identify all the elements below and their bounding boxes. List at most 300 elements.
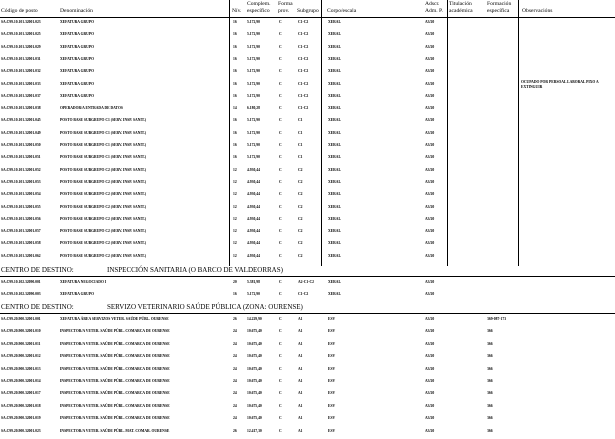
centro-destino-1 [0,266,615,275]
denominacion-cell: POSTO BASE SUBGRUPO C2 (SERV. INSP. SANIT.) [60,204,147,209]
subgrupo-cell: A1 [298,416,303,421]
corpo-cell: XERAL [328,292,341,296]
adscr-cell: A3/20 [425,428,435,433]
code-cell: SA.C99.20.900.32001.001 [1,317,41,321]
denominacion-cell: POSTO BASE SUBGRUPO C1 (SERV. INSP. SANIT.) [60,155,147,160]
adscr-cell: A3/20 [425,379,435,383]
nivel-cell: 24 [233,354,237,359]
code-cell: SA.C99.10.101.32001.029 [1,44,41,49]
header-complem: Complem. [247,1,271,7]
header-adm: Adm. P. [425,8,443,14]
code-cell: SA.C99.20.900.32001.013 [1,366,41,371]
table-row [0,143,615,149]
subgrupo-cell: A1 [298,428,303,433]
adscr-cell: A3/20 [425,93,435,98]
code-cell: SA.C99.10.101.32001.056 [1,216,41,221]
table-row [0,416,615,422]
table-row [0,32,615,38]
denominacion-cell: INSPECTOR/A VETER. SAÚDE PÚBL. COMARCA DE OURENSE [60,366,170,371]
complemento-cell: 5.172,90 [247,143,260,147]
corpo-cell: XERAL [328,204,341,209]
forma-cell: C [279,69,282,74]
adscr-cell: A3/20 [425,167,435,172]
denominacion-cell: INSPECTOR/A VETER. SAÚDE PÚBL. COMARCA DE OURENSE [60,391,170,396]
centro-name: SERVIZO VETERINARIO SAÚDE PÚBLICA (ZONA: OURENSE) [107,303,303,311]
forma-cell: C [279,130,282,135]
nivel-cell: 16 [233,143,237,147]
denominacion-cell: POSTO BASE SUBGRUPO C2 (SERV. INSP. SANIT.) [60,167,147,172]
header-codigo: Código de posto [1,8,38,14]
code-cell: SA.C99.20.900.32001.023 [1,428,41,433]
adscr-cell: A3/20 [425,20,435,24]
denominacion-cell: POSTO BASE SUBGRUPO C1 (SERV. INSP. SANIT.) [60,118,147,123]
code-cell: SA.C99.20.900.32001.019 [1,416,41,421]
subgrupo-cell: C1-C2 [298,93,309,98]
subgrupo-cell: C1-C2 [298,292,309,296]
column-rule [321,0,322,266]
nivel-cell: 12 [233,216,237,221]
subgrupo-cell: C2 [298,167,303,172]
denominacion-cell: XEFATURA GRUPO [60,44,94,49]
table-row [0,379,615,385]
forma-cell: C [279,317,282,321]
subgrupo-cell: C2 [298,204,303,209]
nivel-cell: 16 [233,292,237,296]
forma-cell: C [279,192,282,197]
formacion-cell: 366 [487,403,493,408]
forma-cell: C [279,391,282,396]
nivel-cell: 16 [233,20,237,24]
nivel-cell: 12 [233,229,237,234]
table-row [0,57,615,63]
subgrupo-cell: C2 [298,253,303,258]
nivel-cell: 12 [233,192,237,197]
forma-cell: C [279,179,282,184]
table-row [0,168,615,174]
complemento-cell: 5.172,90 [247,130,260,135]
formacion-cell: 366 [487,391,493,396]
denominacion-cell: INSPECTOR/A VETER. SAÚDE PÚBL. COMARCA DE OURENSE [60,379,170,383]
complemento-cell: 4.930,44 [247,253,260,258]
subgrupo-cell: C1-C2 [298,56,309,61]
denominacion-cell: XEFATURA GRUPO [60,20,94,24]
code-cell: SA.C99.10.101.32001.055 [1,204,41,209]
subgrupo-cell: C1 [298,130,303,135]
subgrupo-cell: C1-C2 [298,20,309,24]
corpo-cell: XERAL [328,32,341,37]
header-denominacion: Denominación [60,8,93,14]
table-row [0,229,615,235]
centro-1-divider [0,276,615,277]
header-forma: Forma [278,1,293,7]
adscr-cell: A3/20 [425,81,435,86]
forma-cell: C [279,216,282,221]
nivel-cell: 24 [233,403,237,408]
subgrupo-cell: A1 [298,379,303,383]
denominacion-cell: POSTO BASE SUBGRUPO C2 (SERV. INSP. SANIT.) [60,229,147,234]
denominacion-cell: POSTO BASE SUBGRUPO C2 (SERV. INSP. SANIT.) [60,241,147,246]
table-row [0,241,615,247]
nivel-cell: 12 [233,204,237,209]
denominacion-cell: XEFATURA GRUPO [60,32,94,37]
adscr-cell: A3/20 [425,317,435,321]
forma-cell: C [279,20,282,24]
complemento-cell: 5.172,90 [247,20,260,24]
denominacion-cell: INSPECTOR/A VETER. SAÚDE PÚBL. COMARCA DE OURENSE [60,403,170,408]
forma-cell: C [279,32,282,37]
subgrupo-cell: C1-C2 [298,69,309,74]
header-subgrupo: Subgrupo [297,8,319,14]
code-cell: SA.C99.10.102.32090.001 [1,280,41,284]
denominacion-cell: POSTO BASE SUBGRUPO C2 (SERV. INSP. SANIT.) [60,216,147,221]
complemento-cell: 10.675,40 [247,379,262,383]
nivel-cell: 16 [233,93,237,98]
nivel-cell: 16 [233,32,237,37]
table-row [0,180,615,186]
complemento-cell: 5.381,98 [247,280,260,284]
column-rule [447,0,448,266]
denominacion-cell: POSTO BASE SUBGRUPO C1 (SERV. INSP. SANIT.) [60,143,147,147]
adscr-cell: A3/20 [425,69,435,74]
code-cell: SA.C99.10.102.32090.003 [1,292,41,296]
nivel-cell: 16 [233,44,237,49]
subgrupo-cell: A2-C1-C2 [298,280,314,284]
forma-cell: C [279,56,282,61]
complemento-cell: 4.930,44 [247,179,260,184]
corpo-cell: XERAL [328,253,341,258]
complemento-cell: 10.675,40 [247,329,262,334]
table-row [0,429,615,435]
subgrupo-cell: C2 [298,241,303,246]
header-formacion: Formación [487,1,512,7]
complemento-cell: 5.172,90 [247,155,260,160]
code-cell: SA.C99.10.101.32001.051 [1,155,41,160]
header-especifica: específica [487,8,510,14]
table-row [0,205,615,211]
denominacion-cell: INSPECTOR/A VETER. SAÚDE PÚBL. COMARCA DE OURENSE [60,354,170,359]
formacion-cell: 366 [487,329,493,334]
subgrupo-cell: A1 [298,403,303,408]
forma-cell: C [279,44,282,49]
complemento-cell: 4.930,44 [247,241,260,246]
denominacion-cell: INSPECTOR/A VETER. SAÚDE PÚBL. COMARCA DE OURENSE [60,329,170,334]
adscr-cell: A3/20 [425,118,435,123]
header-especifico: específico [247,8,270,14]
adscr-cell: A3/20 [425,143,435,147]
nivel-cell: 16 [233,56,237,61]
code-cell: SA.C99.10.101.32001.058 [1,241,41,246]
table-row [0,106,615,112]
code-cell: SA.C99.20.900.32001.012 [1,354,41,359]
header-niv: Nív. [232,8,242,14]
corpo-cell: XERAL [328,93,341,98]
corpo-cell: ESV [328,379,336,383]
header-academica: académica [449,8,473,14]
complemento-cell: 4.930,44 [247,192,260,197]
corpo-cell: ESV [328,317,336,321]
code-cell: SA.C99.10.101.32001.049 [1,130,41,135]
forma-cell: C [279,229,282,234]
adscr-cell: A3/20 [425,130,435,135]
forma-cell: C [279,106,282,111]
forma-cell: C [279,379,282,383]
complemento-cell: 4.930,44 [247,204,260,209]
column-rule [518,0,519,266]
subgrupo-cell: C1-C2 [298,44,309,49]
table-row [0,367,615,373]
subgrupo-cell: A1 [298,391,303,396]
code-cell: SA.C99.20.900.32001.018 [1,403,41,408]
denominacion-cell: XEFATURA NEGOCIADO I [60,280,107,284]
denominacion-cell: XEFATURA GRUPO [60,292,94,296]
observation-note: OCUPADO POR PERSOAL LABORAL PIXO A EXTINGUIR [521,80,599,89]
forma-cell: C [279,204,282,209]
table-row [0,192,615,198]
header-prov: prov. [278,8,290,14]
corpo-cell: XERAL [328,241,341,246]
nivel-cell: 16 [233,69,237,74]
nivel-cell: 12 [233,253,237,258]
code-cell: SA.C99.10.101.32001.052 [1,167,41,172]
code-cell: SA.C99.10.101.32001.050 [1,143,41,147]
nivel-cell: 16 [233,155,237,160]
centro-2-divider [0,313,615,314]
complemento-cell: 14.229,90 [247,317,262,321]
table-row [0,131,615,137]
centro-label: CENTRO DE DESTINO: [1,266,74,274]
complemento-cell: 10.675,40 [247,341,262,346]
complemento-cell: 5.172,90 [247,69,260,74]
corpo-cell: ESV [328,416,336,421]
subgrupo-cell: C1 [298,155,303,160]
corpo-cell: ESV [328,329,336,334]
code-cell: SA.C99.10.101.32001.032 [1,69,41,74]
corpo-cell: XERAL [328,20,341,24]
denominacion-cell: POSTO BASE SUBGRUPO C2 (SERV. INSP. SANIT.) [60,253,147,258]
nivel-cell: 26 [233,317,237,321]
forma-cell: C [279,329,282,334]
complemento-cell: 5.172,90 [247,81,260,86]
code-cell: SA.C99.10.101.32001.053 [1,179,41,184]
denominacion-cell: INSPECTOR/A VETER. SAÚDE PÚBL. COMARCA DE OURENSE [60,341,170,346]
formacion-cell: 366 [487,416,493,421]
nivel-cell: 20 [233,280,237,284]
adscr-cell: A3/20 [425,32,435,37]
corpo-cell: ESV [328,366,336,371]
adscr-cell: A3/20 [425,155,435,160]
subgrupo-cell: C1-C2 [298,106,309,111]
adscr-cell: A3/20 [425,44,435,49]
formacion-cell: 366 [487,354,493,359]
adscr-cell: A3/20 [425,366,435,371]
nivel-cell: 24 [233,341,237,346]
table-row [0,342,615,348]
denominacion-cell: XEFATURA GRUPO [60,93,94,98]
adscr-cell: A3/20 [425,391,435,396]
adscr-cell: A3/20 [425,416,435,421]
header-adscr: Adscr. [425,1,440,7]
table-row [0,329,615,335]
adscr-cell: A3/20 [425,192,435,197]
nivel-cell: 24 [233,379,237,383]
nivel-cell: 16 [233,81,237,86]
complemento-cell: 10.675,40 [247,354,262,359]
table-row [0,118,615,124]
denominacion-cell: XEFATURA GRUPO [60,81,94,86]
code-cell: SA.C99.10.101.32001.054 [1,192,41,197]
adscr-cell: A3/20 [425,216,435,221]
complemento-cell: 10.675,40 [247,391,262,396]
corpo-cell: ESV [328,391,336,396]
corpo-cell: XERAL [328,167,341,172]
formacion-cell: 366 [487,379,493,383]
nivel-cell: 16 [233,118,237,123]
forma-cell: C [279,143,282,147]
forma-cell: C [279,118,282,123]
corpo-cell: XERAL [328,143,341,147]
corpo-cell: ESV [328,354,336,359]
adscr-cell: A3/20 [425,106,435,111]
complemento-cell: 10.675,40 [247,366,262,371]
corpo-cell: XERAL [328,229,341,234]
adscr-cell: A3/20 [425,280,435,284]
forma-cell: C [279,253,282,258]
adscr-cell: A3/20 [425,241,435,246]
centro-destino-2 [0,303,615,312]
table-row [0,45,615,51]
table-row [0,292,615,298]
subgrupo-cell: C2 [298,229,303,234]
denominacion-cell: INSPECTOR/A VETER. SAÚDE PÚBL. COMARCA DE OURENSE [60,416,170,421]
corpo-cell: ESV [328,428,336,433]
denominacion-cell: XEFATURA GRUPO [60,69,94,74]
adscr-cell: A3/20 [425,329,435,334]
corpo-cell: XERAL [328,155,341,160]
code-cell: SA.C99.20.900.32001.017 [1,391,41,396]
denominacion-cell: XEFATURA GRUPO [60,56,94,61]
nivel-cell: 12 [233,167,237,172]
corpo-cell: ESV [328,403,336,408]
subgrupo-cell: C1-C2 [298,81,309,86]
complemento-cell: 12.417,30 [247,428,262,433]
code-cell: SA.C99.10.101.32001.062 [1,253,41,258]
subgrupo-cell: C2 [298,179,303,184]
subgrupo-cell: A1 [298,354,303,359]
forma-cell: C [279,292,282,296]
nivel-cell: 24 [233,416,237,421]
adscr-cell: A3/20 [425,341,435,346]
complemento-cell: 5.172,90 [247,93,260,98]
table-row [0,404,615,410]
subgrupo-cell: C1 [298,118,303,123]
corpo-cell: XERAL [328,216,341,221]
table-row [0,94,615,100]
table-row [0,317,615,323]
forma-cell: C [279,241,282,246]
corpo-cell: XERAL [328,69,341,74]
complemento-cell: 4.930,44 [247,167,260,172]
column-rule [229,0,230,266]
forma-cell: C [279,366,282,371]
corpo-cell: XERAL [328,106,341,111]
subgrupo-cell: A1 [298,317,303,321]
nivel-cell: 24 [233,329,237,334]
forma-cell: C [279,354,282,359]
complemento-cell: 5.172,90 [247,32,260,37]
forma-cell: C [279,403,282,408]
nivel-cell: 26 [233,428,237,433]
centro-label: CENTRO DE DESTINO: [1,303,74,311]
denominacion-cell: INSPECTOR/A VETER. SAÚDE PÚBL. MAT. COMAR. OURENSE [60,428,170,433]
corpo-cell: ESV [328,341,336,346]
code-cell: SA.C99.10.101.32001.057 [1,229,41,234]
corpo-cell: XERAL [328,81,341,86]
table-row [0,280,615,286]
code-cell: SA.C99.20.900.32001.014 [1,379,41,383]
code-cell: SA.C99.10.101.32001.031 [1,56,41,61]
table-row [0,69,615,75]
nivel-cell: 12 [233,179,237,184]
formacion-cell: 366 [487,341,493,346]
centro-name: INSPECCIÓN SANITARIA (O BARCO DE VALDEORRAS) [107,266,283,274]
table-row [0,254,615,260]
corpo-cell: XERAL [328,179,341,184]
forma-cell: C [279,416,282,421]
corpo-cell: XERAL [328,56,341,61]
table-row [0,155,615,161]
table-row [0,391,615,397]
complemento-cell: 5.172,90 [247,292,260,296]
code-cell: SA.C99.10.101.32001.045 [1,118,41,123]
subgrupo-cell: C1 [298,143,303,147]
forma-cell: C [279,155,282,160]
header-corpo: Corpo/escala [327,8,357,14]
table-row [0,20,615,26]
forma-cell: C [279,428,282,433]
code-cell: SA.C99.10.101.32001.033 [1,81,41,86]
subgrupo-cell: C2 [298,192,303,197]
header-divider [0,17,615,18]
complemento-cell: 5.172,90 [247,118,260,123]
code-cell: SA.C99.20.900.32001.010 [1,329,41,334]
forma-cell: C [279,167,282,172]
corpo-cell: XERAL [328,280,341,284]
formacion-cell: 366 [487,366,493,371]
subgrupo-cell: A1 [298,341,303,346]
complemento-cell: 5.172,90 [247,44,260,49]
nivel-cell: 14 [233,106,237,111]
code-cell: SA.C99.10.101.32001.023 [1,20,41,24]
forma-cell: C [279,280,282,284]
complemento-cell: 10.675,40 [247,403,262,408]
nivel-cell: 16 [233,130,237,135]
adscr-cell: A3/20 [425,354,435,359]
adscr-cell: A3/20 [425,179,435,184]
forma-cell: C [279,341,282,346]
denominacion-cell: POSTO BASE SUBGRUPO C1 (SERV. INSP. SANIT.) [60,130,147,135]
nivel-cell: 12 [233,241,237,246]
complemento-cell: 5.172,90 [247,56,260,61]
formacion-cell: 369-087-173 [487,317,507,321]
table-row [0,354,615,360]
corpo-cell: XERAL [328,130,341,135]
code-cell: SA.C99.10.101.32001.038 [1,106,41,111]
adscr-cell: A3/20 [425,56,435,61]
table-row [0,217,615,223]
corpo-cell: XERAL [328,118,341,123]
subgrupo-cell: C1-C2 [298,32,309,37]
adscr-cell: A3/20 [425,253,435,258]
